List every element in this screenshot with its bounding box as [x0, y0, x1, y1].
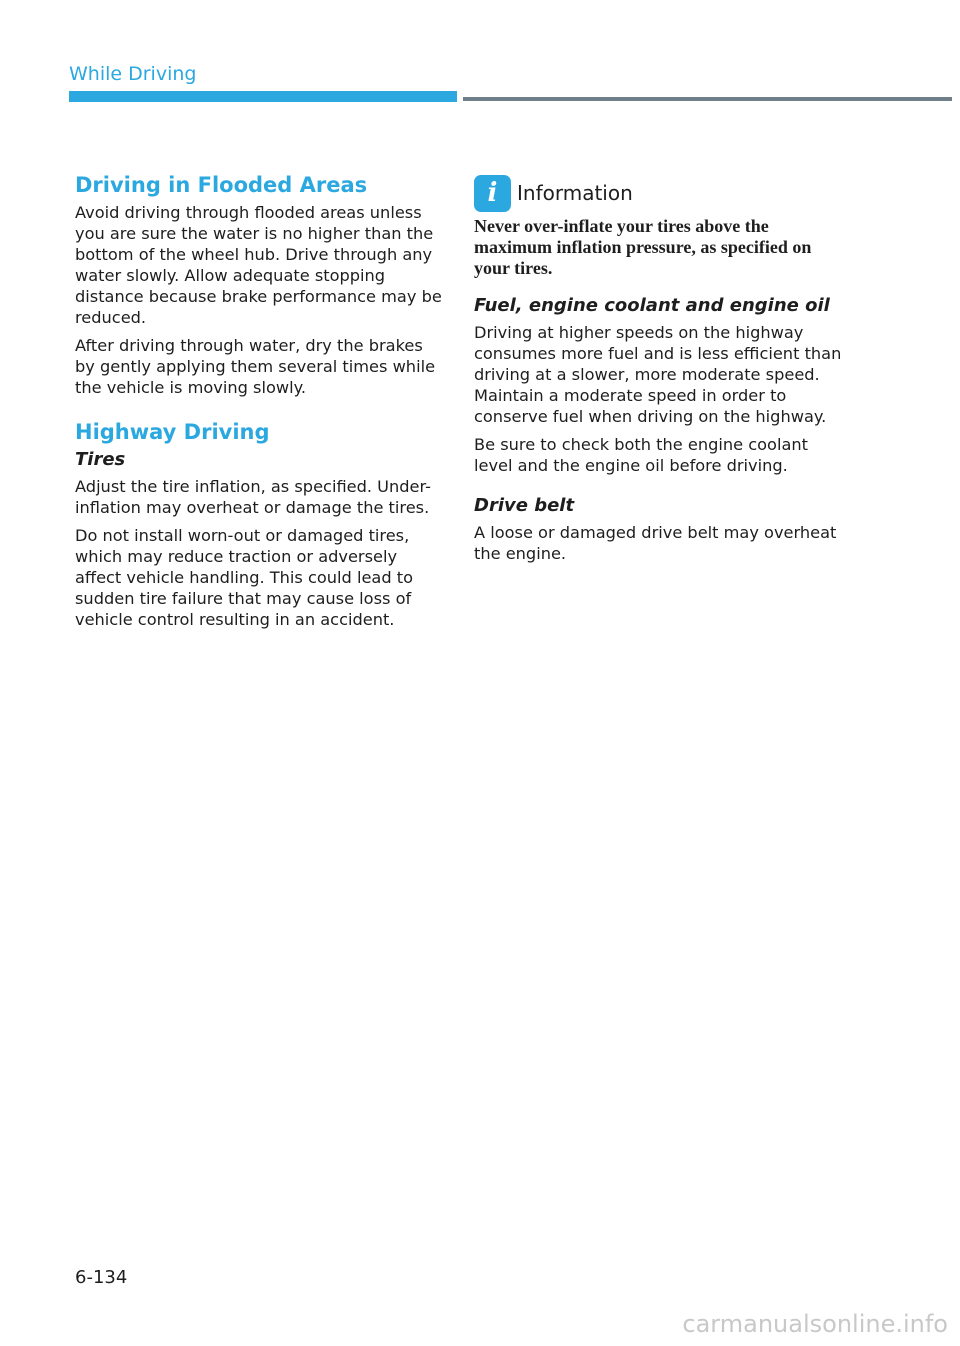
information-text: Never over-inflate your tires above the maximum inflation pressure, as specified on your tires.: [474, 216, 812, 278]
paragraph-flooded-2: After driving through water, dry the brakes by gently applying them several times while the vehicle is moving slowly.: [75, 336, 436, 397]
paragraph-fuel-2: Be sure to check both the engine coolant level and the engine oil before driving.: [474, 435, 808, 475]
right-column: [474, 170, 844, 571]
paragraph-flooded-1: Avoid driving through flooded areas unless you are sure the water is no higher than the bottom of the wheel hub. Drive through any water slowly. Allow adequate stopping distance because brake performance may be reduced.: [75, 203, 442, 327]
paragraph-tires-1: Adjust the tire inflation, as specified. Under-inflation may overheat or damage the tires.: [75, 477, 431, 517]
heading-highway-driving: Highway Driving: [75, 420, 270, 444]
information-header: [474, 173, 844, 213]
header-rule-gray: [463, 97, 952, 101]
info-icon: [474, 175, 511, 212]
header-rule-accent: [69, 91, 457, 102]
page-number: 6-134: [75, 1267, 128, 1288]
section-title: While Driving: [69, 63, 197, 85]
subheading-tires: Tires: [75, 449, 126, 470]
information-title: Information: [517, 181, 633, 205]
subheading-fuel-coolant-oil: Fuel, engine coolant and engine oil: [474, 295, 830, 316]
watermark: carmanualsonline.info: [682, 1310, 948, 1338]
info-icon-glyph: i: [487, 178, 498, 208]
paragraph-tires-2: Do not install worn-out or damaged tires, which may reduce traction or adversely affect vehicle handling. This could lead to sudden tire failure that may cause loss of vehicle control resulting in an accident.: [75, 526, 414, 629]
paragraph-drive-belt: A loose or damaged drive belt may overheat the engine.: [474, 523, 837, 563]
subheading-drive-belt: Drive belt: [474, 495, 575, 516]
left-column: [75, 170, 445, 637]
paragraph-fuel-1: Driving at higher speeds on the highway consumes more fuel and is less efficient than driving at a slower, more moderate speed. Maintain a moderate speed in order to conserve fuel when driving on the highway.: [474, 323, 842, 426]
heading-flooded-areas: Driving in Flooded Areas: [75, 173, 368, 197]
